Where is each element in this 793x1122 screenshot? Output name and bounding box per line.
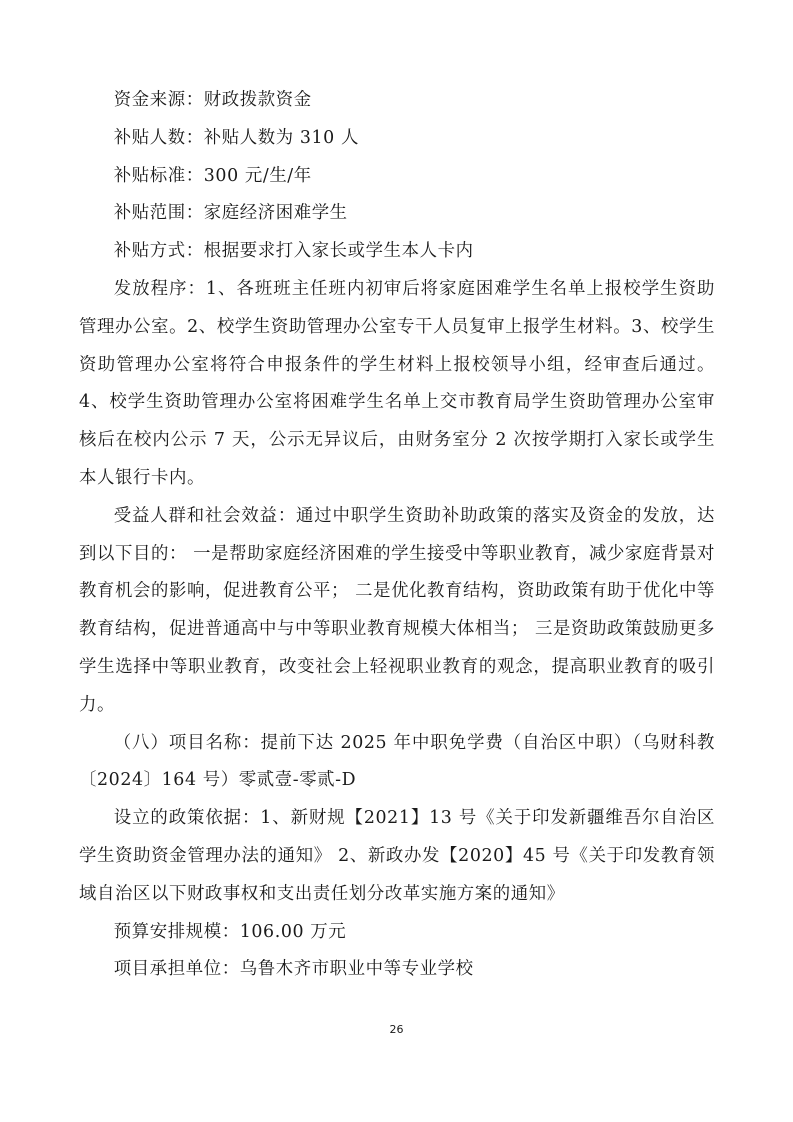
subsidy-standard-line: 补贴标准：300 元/生/年	[113, 165, 312, 186]
body-text	[79, 82, 715, 989]
project-name-paragraph: （八）项目名称：提前下达 2025 年中职免学费（自治区中职）（乌财科教〔2024〕164 号）零贰壹-零贰-D	[79, 732, 715, 791]
subsidy-count-line: 补贴人数：补贴人数为 310 人	[113, 127, 359, 148]
subsidy-scope-line: 补贴范围：家庭经济困难学生	[113, 203, 348, 224]
responsible-unit-line: 项目承担单位：乌鲁木齐市职业中等专业学校	[113, 959, 474, 980]
funding-source-line: 资金来源：财政拨款资金	[113, 90, 312, 110]
distribution-procedure-paragraph: 发放程序：1、各班班主任班内初审后将家庭困难学生名单上报校学生资助管理办公室。2、校学生资助管理办公室专干人员复审上报学生材料。3、校学生资助管理办公室将符合申报条件的学生材料上报校领导小组，经审查后通过。4、校学生资助管理办公室将困难学生名单上交市教育局学生资助管理办公室审核后在校内公示 7 天，公示无异议后，由财务室分 2 次按学期打入家长或学生本人银行卡内。	[79, 278, 715, 488]
page-number: 26	[389, 1023, 404, 1036]
policy-basis-paragraph: 设立的政策依据：1、新财规【2021】13 号《关于印发新疆维吾尔自治区学生资助资金管理办法的通知》 2、新政办发【2020】45 号《关于印发教育领域自治区以下财政事权和支出责任划分改革实施方案的通知》	[79, 808, 715, 904]
beneficiaries-paragraph: 受益人群和社会效益：通过中职学生资助补助政策的落实及资金的发放，达到以下目的： 一是帮助家庭经济困难的学生接受中等职业教育，减少家庭背景对教育机会的影响，促进教育公平； 二是优化教育结构，资助政策有助于优化中等教育结构，促进普通高中与中等职业教育规模大体相当； 三是资助政策鼓励更多学生选择中等职业教育，改变社会上轻视职业教育的观念，提高职业教育的吸引力。	[79, 505, 715, 715]
subsidy-method-line: 补贴方式：根据要求打入家长或学生本人卡内	[113, 241, 474, 262]
budget-scale-line: 预算安排规模：106.00 万元	[113, 921, 347, 942]
